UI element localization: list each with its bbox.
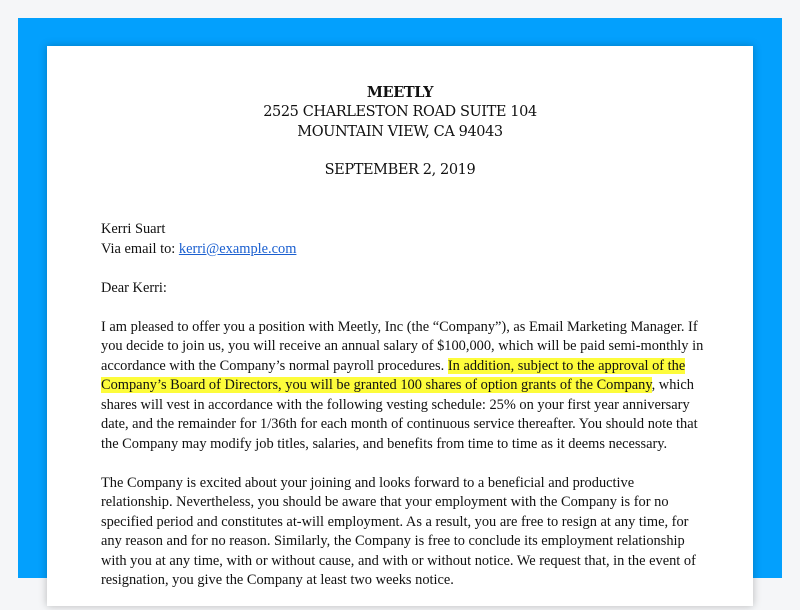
offer-text-continued: , which shares will vest in accordance with the following vesting schedule: 25% on your first year anniversary date, and the remainder for 1/36th for each month of continuous service thereafter. You should note that the Company may modify job titles, salaries, and benefits from time to time as it deems necessary. [101,377,698,452]
recipient-email-link[interactable]: kerri@example.com [178,240,297,257]
highlighted-text: In addition, subject to the approval of the Company’s Board of Directors, you will be granted 100 shares of option grants of the Company [101,357,686,393]
offer-text: I am pleased to offer you a position with Meetly, Inc (the “Company”), as Email Marketing Manager. If you decide to join us, you will receive an annual salary of $100,000, which will be paid semi-monthly in accordance with the Company’s normal payroll procedures. [101,318,704,374]
recipient-block [101,220,707,259]
offer-paragraph [101,318,707,455]
letter-body [101,220,707,610]
via-email-label: Via email to: [101,240,179,257]
recipient-name: Kerri Suart [101,221,166,237]
letter-date: SEPTEMBER 2, 2019 [324,162,476,178]
address-line-2: MOUNTAIN VIEW, CA 94043 [297,124,503,140]
address-line-1: 2525 CHARLESTON ROAD SUITE 104 [263,104,537,120]
company-name: MEETLY [366,84,434,101]
at-will-paragraph: The Company is excited about your joining and looks forward to a beneficial and productive relationship. Nevertheless, you should be aware that your employment with the Company is for no specified period and constitutes at-will employment. As a result, you are free to resign at any time, for any reason and for no reason. Similarly, the Company is free to conclude its employment relationship with you at any time, with or without cause, and with or without notice. We request that, in the event of resignation, you give the Company at least two weeks notice. [101,474,696,588]
document-page [47,46,753,606]
salutation: Dear Kerri: [101,279,167,296]
